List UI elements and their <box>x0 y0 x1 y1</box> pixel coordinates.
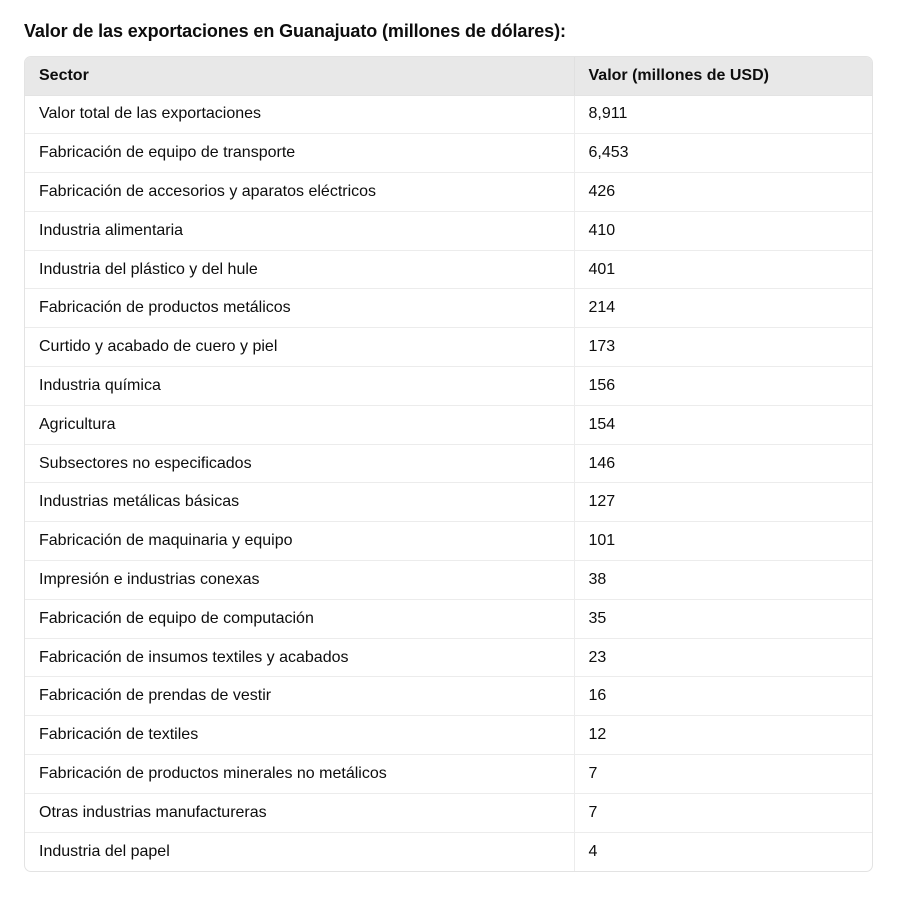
header-sector: Sector <box>25 57 574 95</box>
value-cell: 173 <box>574 328 872 367</box>
sector-cell: Fabricación de equipo de computación <box>25 599 574 638</box>
value-cell: 146 <box>574 444 872 483</box>
sector-cell: Impresión e industrias conexas <box>25 561 574 600</box>
table-row <box>25 328 872 367</box>
table-row <box>25 289 872 328</box>
exports-table <box>25 57 872 871</box>
table-row <box>25 638 872 677</box>
value-cell: 7 <box>574 755 872 794</box>
sector-cell: Fabricación de accesorios y aparatos eléctricos <box>25 173 574 212</box>
value-cell: 8,911 <box>574 95 872 134</box>
table-row <box>25 716 872 755</box>
sector-cell: Industria del plástico y del hule <box>25 250 574 289</box>
value-cell: 101 <box>574 522 872 561</box>
value-cell: 12 <box>574 716 872 755</box>
sector-cell: Fabricación de prendas de vestir <box>25 677 574 716</box>
table-row <box>25 483 872 522</box>
table-row <box>25 599 872 638</box>
table-row <box>25 755 872 794</box>
sector-cell: Industria del papel <box>25 832 574 871</box>
sector-cell: Fabricación de productos minerales no metálicos <box>25 755 574 794</box>
table-row <box>25 211 872 250</box>
value-cell: 154 <box>574 405 872 444</box>
table-row <box>25 832 872 871</box>
sector-cell: Subsectores no especificados <box>25 444 574 483</box>
sector-cell: Otras industrias manufactureras <box>25 793 574 832</box>
table-body <box>25 95 872 871</box>
value-cell: 23 <box>574 638 872 677</box>
table-row <box>25 677 872 716</box>
sector-cell: Fabricación de textiles <box>25 716 574 755</box>
sector-cell: Fabricación de equipo de transporte <box>25 134 574 173</box>
sector-cell: Fabricación de productos metálicos <box>25 289 574 328</box>
table-row <box>25 173 872 212</box>
table-row <box>25 444 872 483</box>
value-cell: 156 <box>574 367 872 406</box>
value-cell: 214 <box>574 289 872 328</box>
sector-cell: Curtido y acabado de cuero y piel <box>25 328 574 367</box>
table-row <box>25 405 872 444</box>
table-row <box>25 134 872 173</box>
table-row <box>25 95 872 134</box>
value-cell: 35 <box>574 599 872 638</box>
table-row <box>25 561 872 600</box>
table-row <box>25 367 872 406</box>
table-row <box>25 250 872 289</box>
sector-cell: Agricultura <box>25 405 574 444</box>
value-cell: 410 <box>574 211 872 250</box>
value-cell: 127 <box>574 483 872 522</box>
sector-cell: Fabricación de insumos textiles y acabados <box>25 638 574 677</box>
value-cell: 6,453 <box>574 134 872 173</box>
header-value: Valor (millones de USD) <box>574 57 872 95</box>
value-cell: 4 <box>574 832 872 871</box>
sector-cell: Valor total de las exportaciones <box>39 105 262 123</box>
table-row <box>25 793 872 832</box>
value-cell: 7 <box>574 793 872 832</box>
page-title: Valor de las exportaciones en Guanajuato (millones de dólares): <box>24 21 566 41</box>
table-header-row <box>25 57 872 95</box>
sector-cell: Fabricación de maquinaria y equipo <box>25 522 574 561</box>
value-cell: 38 <box>574 561 872 600</box>
value-cell: 401 <box>574 250 872 289</box>
value-cell: 16 <box>574 677 872 716</box>
value-cell: 426 <box>574 173 872 212</box>
sector-cell: Industria alimentaria <box>25 211 574 250</box>
sector-cell: Industrias metálicas básicas <box>25 483 574 522</box>
sector-cell: Industria química <box>25 367 574 406</box>
exports-table-container <box>24 56 873 872</box>
table-row <box>25 522 872 561</box>
